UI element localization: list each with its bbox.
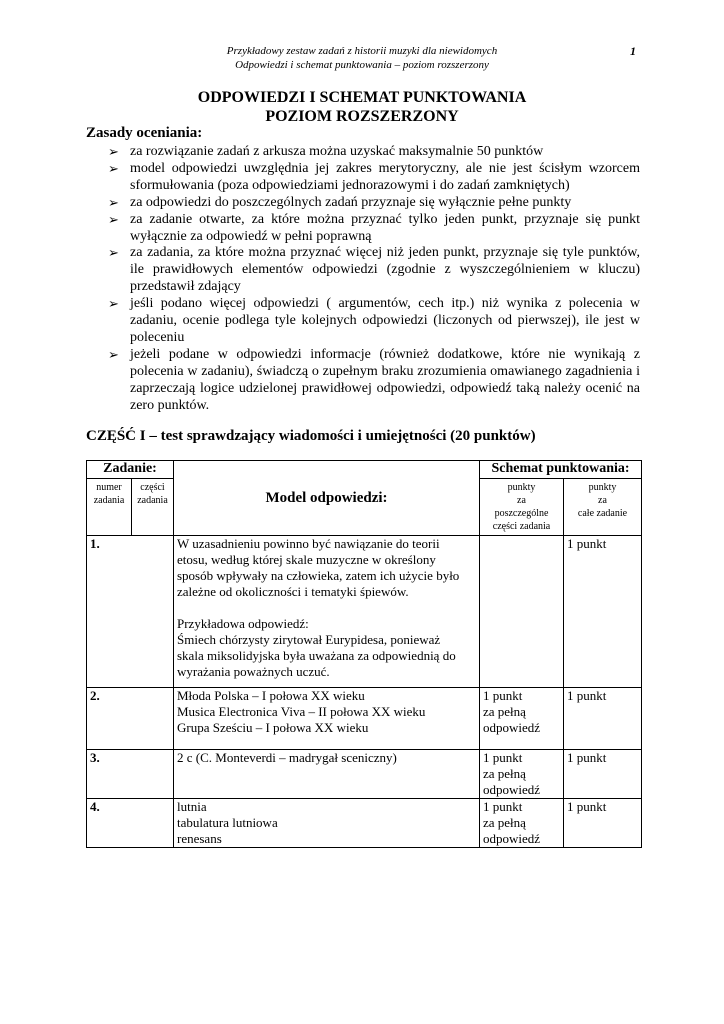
rules-list xyxy=(100,144,640,415)
rule-text: za zadanie otwarte, za które można przyznać tylko jeden punkt, przyznaje się punkt wyłącznie za odpowiedź w pełni poprawną xyxy=(130,211,640,244)
partial-points xyxy=(480,799,564,848)
answer-line: skala miksolidyjska była uważana za odpowiednią do xyxy=(177,648,456,663)
rule-item xyxy=(100,296,640,347)
page-title xyxy=(0,88,724,126)
arrow-bullet-icon: ➢ xyxy=(108,194,119,210)
points-line: za pełną xyxy=(483,704,526,719)
czesci-zadania-header xyxy=(132,479,174,536)
arrow-bullet-icon: ➢ xyxy=(108,296,119,312)
header-text: zadania xyxy=(93,495,125,506)
answer-line: wyrażania poważnych uczuć. xyxy=(177,664,330,679)
table-row xyxy=(87,799,642,848)
points-line: 1 punkt xyxy=(483,688,523,703)
title-line-2: POZIOM ROZSZERZONY xyxy=(265,108,459,125)
total-points: 1 punkt xyxy=(564,536,642,688)
table-row xyxy=(87,750,642,799)
rule-item xyxy=(100,212,640,246)
header-text: za xyxy=(517,495,526,506)
running-header xyxy=(0,44,724,72)
total-points: 1 punkt xyxy=(564,750,642,799)
partial-points xyxy=(480,750,564,799)
header-line-2: Odpowiedzi i schemat punktowania – poziom rozszerzony xyxy=(235,59,489,71)
zadanie-header: Zadanie: xyxy=(87,461,174,479)
points-line: za pełną xyxy=(483,815,526,830)
table-row xyxy=(87,688,642,750)
rule-item xyxy=(100,245,640,296)
points-line: 1 punkt xyxy=(483,799,523,814)
rule-item xyxy=(100,195,640,212)
header-text: poszczególne xyxy=(494,508,549,519)
page-number: 1 xyxy=(630,44,636,58)
task-number: 1. xyxy=(87,536,174,688)
header-text: zadania xyxy=(137,495,168,506)
answer-table xyxy=(86,460,642,848)
answer-line: sposób wpływały na człowieka, zatem ich użycie było xyxy=(177,568,460,583)
arrow-bullet-icon: ➢ xyxy=(108,245,119,261)
answer-line: renesans xyxy=(177,831,222,846)
task-number: 3. xyxy=(87,750,174,799)
model-answer xyxy=(174,799,480,848)
model-answer xyxy=(174,688,480,750)
total-points: 1 punkt xyxy=(564,688,642,750)
rule-text: za rozwiązanie zadań z arkusza można uzyskać maksymalnie 50 punktów xyxy=(130,144,544,159)
table-header-row xyxy=(87,461,642,479)
punkty-czesci-header xyxy=(480,479,564,536)
arrow-bullet-icon: ➢ xyxy=(108,346,119,362)
points-line: 1 punkt xyxy=(483,750,523,765)
header-text: punkty xyxy=(507,482,536,493)
answer-line: etosu, według której skale muzyczne w określony xyxy=(177,552,436,567)
rule-item xyxy=(100,347,640,415)
answer-line: Musica Electronica Viva – II połowa XX wieku xyxy=(177,704,426,719)
total-points: 1 punkt xyxy=(564,799,642,848)
points-line: odpowiedź xyxy=(483,720,541,735)
arrow-bullet-icon: ➢ xyxy=(108,144,119,159)
model-answer xyxy=(174,536,480,688)
punkty-cale-header xyxy=(564,479,642,536)
answer-line: Przykładowa odpowiedź: xyxy=(177,616,309,631)
points-line: za pełną xyxy=(483,766,526,781)
rule-text: za zadania, za które można przyznać więcej niż jeden punkt, przyznaje się tyle punktów, ile prawidłowych elementów odpowiedzi (zgodnie z wyszczególnieniem w kluczu) przedstawił zdający xyxy=(130,245,640,295)
answer-line: Grupa Sześciu – I połowa XX wieku xyxy=(177,720,369,735)
header-text: części xyxy=(140,482,165,493)
rule-text: za odpowiedzi do poszczególnych zadań przyznaje się wyłącznie pełne punkty xyxy=(130,194,572,210)
answer-line: Młoda Polska – I połowa XX wieku xyxy=(177,688,365,703)
answer-line xyxy=(177,600,476,616)
rules-heading: Zasady oceniania: xyxy=(86,125,203,141)
header-text: za xyxy=(598,495,607,506)
header-text: części zadania xyxy=(492,521,551,532)
arrow-bullet-icon: ➢ xyxy=(108,160,119,176)
answer-line: 2 c (C. Monteverdi – madrygał sceniczny) xyxy=(177,750,397,765)
answer-line: tabulatura lutniowa xyxy=(177,815,278,830)
points-line: odpowiedź xyxy=(483,831,541,846)
header-text: całe zadanie xyxy=(577,508,628,519)
rule-text: jeżeli podane w odpowiedzi informacje (również dodatkowe, które nie wynikają z polecenia w zadaniu), świadczą o zupełnym braku zrozumienia omawianego zagadnienia i zaprzeczają logice udzielonej prawidłowej odpowiedzi, odpowiedź taką należy ocenić na zero punktów. xyxy=(130,346,640,413)
answer-line: lutnia xyxy=(177,799,207,814)
title-line-1: ODPOWIEDZI I SCHEMAT PUNKTOWANIA xyxy=(197,89,527,106)
arrow-bullet-icon: ➢ xyxy=(108,211,119,227)
table-row xyxy=(87,536,642,688)
task-number: 2. xyxy=(87,688,174,750)
answer-line: W uzasadnieniu powinno być nawiązanie do teorii xyxy=(177,536,440,551)
answer-line: Śmiech chórzysty zirytował Eurypidesa, ponieważ xyxy=(177,632,441,647)
rule-text: model odpowiedzi uwzględnia jej zakres merytoryczny, ale nie jest ścisłym wzorcem sformułowania (poza odpowiedziami jednorazowymi i do zadań zamkniętych) xyxy=(130,160,640,193)
rule-text: jeśli podano więcej odpowiedzi ( argumentów, cech itp.) niż wynika z polecenia w zadaniu, ocenie podlega tyle kolejnych odpowiedzi (liczonych od pierwszej), ile jest w poleceniu xyxy=(130,296,640,345)
partial-points xyxy=(480,536,564,688)
section-title: CZĘŚĆ I – test sprawdzający wiadomości i umiejętności (20 punktów) xyxy=(86,428,536,444)
model-header: Model odpowiedzi: xyxy=(174,461,480,536)
header-text: numer xyxy=(96,482,122,493)
partial-points xyxy=(480,688,564,750)
model-answer xyxy=(174,750,480,799)
points-line: odpowiedź xyxy=(483,782,541,797)
answer-line: zależne od okoliczności i tematyki śpiewów. xyxy=(177,584,409,599)
header-line-1: Przykładowy zestaw zadań z historii muzyki dla niewidomych xyxy=(226,45,498,57)
task-number: 4. xyxy=(87,799,174,848)
numer-zadania-header xyxy=(87,479,132,536)
rule-item xyxy=(100,161,640,195)
schemat-header: Schemat punktowania: xyxy=(480,461,642,479)
header-text: punkty xyxy=(588,482,617,493)
rule-item xyxy=(100,144,640,161)
